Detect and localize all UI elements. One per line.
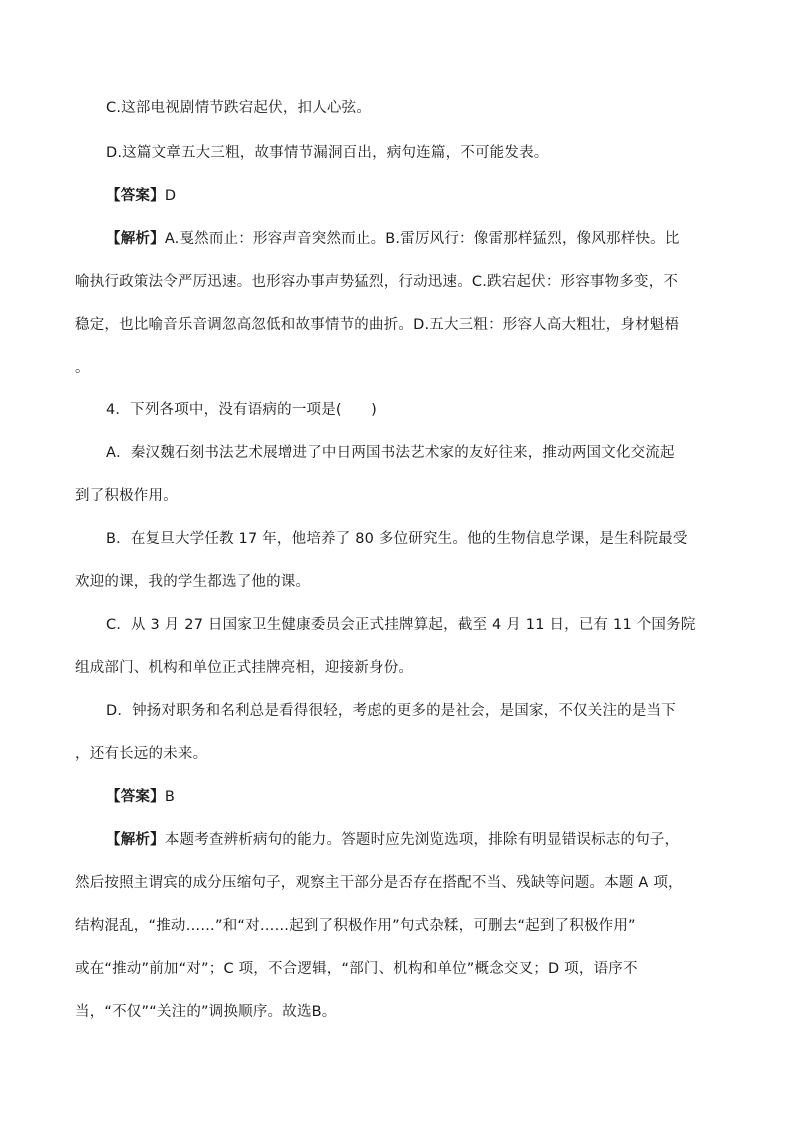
prev-analysis-line-2: 喻执行政策法令严厉迅速。也形容办事声势猛烈，行动迅速。C.跌宕起伏：形容事物多变，不 — [75, 274, 679, 290]
prev-analysis-line-4: 。 — [75, 360, 90, 376]
q4-option-c-line-1: C．从 3 月 27 日国家卫生健康委员会正式挂牌算起，截至 4 月 11 日，已有 11 个国务院 — [106, 617, 696, 633]
q4-option-a-line-1: A．秦汉魏石刻书法艺术展增进了中日两国书法艺术家的友好往来，推动两国文化交流起 — [106, 445, 675, 461]
prev-option-d: D.这篇文章五大三粗，故事情节漏洞百出，病句连篇，不可能发表。 — [106, 145, 549, 161]
prev-answer — [106, 186, 176, 206]
analysis-label: 【解析】 — [106, 231, 165, 247]
prev-analysis-line-3: 稳定，也比喻音乐音调忽高忽低和故事情节的曲折。D.五大三粗：形容人高大粗壮，身材魁梧 — [75, 317, 680, 333]
q4-analysis-line-1 — [106, 830, 679, 850]
prev-analysis-line-1 — [106, 229, 680, 249]
answer-value: D — [164, 188, 177, 204]
answer-label: 【答案】 — [106, 789, 165, 805]
answer-value: B — [164, 789, 175, 805]
analysis-label: 【解析】 — [106, 832, 165, 848]
answer-label: 【答案】 — [106, 188, 165, 204]
q4-analysis-line-3: 结构混乱，“推动……”和“对……起到了积极作用”句式杂糅，可删去“起到了积极作用” — [75, 918, 636, 934]
q4-analysis-line-2: 然后按照主谓宾的成分压缩句子，观察主干部分是否存在搭配不当、残缺等问题。本题 A 项， — [75, 875, 683, 891]
q4-analysis-line-4: 或在“推动”前加“对”；C 项，不合逻辑，“部门、机构和单位”概念交叉；D 项，语序不 — [75, 961, 638, 977]
q4-answer — [106, 787, 175, 807]
q4-analysis-line-5: 当，“不仅”“关注的”调换顺序。故选B。 — [75, 1004, 337, 1020]
q4-option-c-line-2: 组成部门、机构和单位正式挂牌亮相，迎接新身份。 — [75, 660, 414, 676]
q4-option-d-line-1: D．钟扬对职务和名利总是看得很轻，考虑的更多的是社会，是国家，不仅关注的是当下 — [106, 703, 676, 719]
q4-option-d-line-2: ，还有长远的未来。 — [75, 746, 208, 762]
analysis-text: A.戛然而止：形容声音突然而止。B.雷厉风行：像雷那样猛烈，像风那样快。比 — [164, 231, 680, 247]
analysis-text: 本题考查辨析病句的能力。答题时应先浏览选项，排除有明显错误标志的句子， — [164, 832, 680, 848]
q4-option-b-line-2: 欢迎的课，我的学生都选了他的课。 — [75, 574, 311, 590]
q4-option-b-line-1: B．在复旦大学任教 17 年，他培养了 80 多位研究生。他的生物信息学课，是生科院最受 — [106, 531, 688, 547]
q4-option-a-line-2: 到了积极作用。 — [75, 488, 178, 504]
prev-option-c: C.这部电视剧情节跌宕起伏，扣人心弦。 — [106, 100, 372, 116]
question-4-stem: 4．下列各项中，没有语病的一项是( ) — [106, 402, 378, 418]
